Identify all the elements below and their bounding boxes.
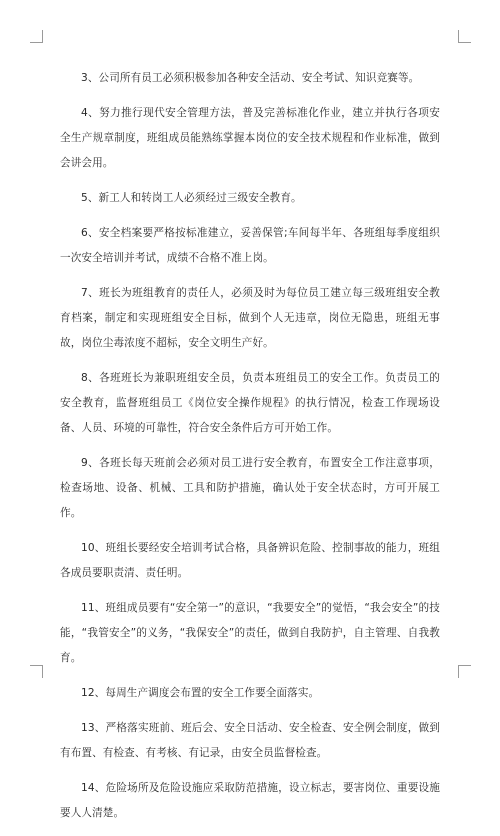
paragraph-4: 4、努力推行现代安全管理方法，普及完善标准化作业，建立并执行各项安全生产规章制度，班组成员能熟练掌握本岗位的安全技术规程和作业标准，做到会讲会用。 — [60, 107, 440, 169]
crop-mark-top-right — [458, 30, 471, 43]
crop-mark-bottom-right — [458, 665, 471, 678]
document-body — [60, 66, 440, 836]
crop-mark-top-left — [30, 30, 43, 43]
paragraph-7: 7、班长为班组教育的责任人，必须及时为每位员工建立每三级班组安全教育档案，制定和实现班组安全目标，做到个人无违章，岗位无隐患，班组无事故，岗位尘毒浓度不超标，安全文明生产好。 — [60, 287, 440, 349]
paragraph-5: 5、新工人和转岗工人必须经过三级安全教育。 — [81, 192, 302, 204]
paragraph-8: 8、各班班长为兼职班组安全员，负责本班组员工的安全工作。负责员工的安全教育，监督班组员工《岗位安全操作规程》的执行情况，检查工作现场设备、人员、环境的可靠性，符合安全条件后方可开始工作。 — [60, 372, 440, 434]
paragraph-9: 9、各班长每天班前会必须对员工进行安全教育，布置安全工作注意事项，检查场地、设备、机械、工具和防护措施，确认处于安全状态时，方可开展工作。 — [60, 457, 440, 519]
paragraph-12: 12、每周生产调度会布置的安全工作要全面落实。 — [81, 687, 320, 699]
paragraph-14: 14、危险场所及危险设施应采取防范措施，设立标志，要害岗位、重要设施要人人清楚。 — [60, 782, 440, 819]
paragraph-6: 6、安全档案要严格按标准建立，妥善保管;车间每半年、各班组每季度组织一次安全培训并考试，成绩不合格不准上岗。 — [60, 227, 440, 264]
paragraph-13: 13、严格落实班前、班后会、安全日活动、安全检查、安全例会制度，做到有布置、有检查、有考核、有记录，由安全员监督检查。 — [60, 722, 440, 759]
paragraph-3: 3、公司所有员工必须积极参加各种安全活动、安全考试、知识竞赛等。 — [81, 72, 420, 84]
paragraph-11: 11、班组成员要有“安全第一”的意识，“我要安全”的觉悟，“我会安全”的技能，“我管安全”的义务，“我保安全”的责任，做到自我防护，自主管理、自我教育。 — [60, 602, 440, 664]
crop-mark-bottom-left — [30, 665, 43, 678]
paragraph-10: 10、班组长要经安全培训考试合格，具备辨识危险、控制事故的能力，班组各成员要职责清、责任明。 — [60, 542, 440, 579]
